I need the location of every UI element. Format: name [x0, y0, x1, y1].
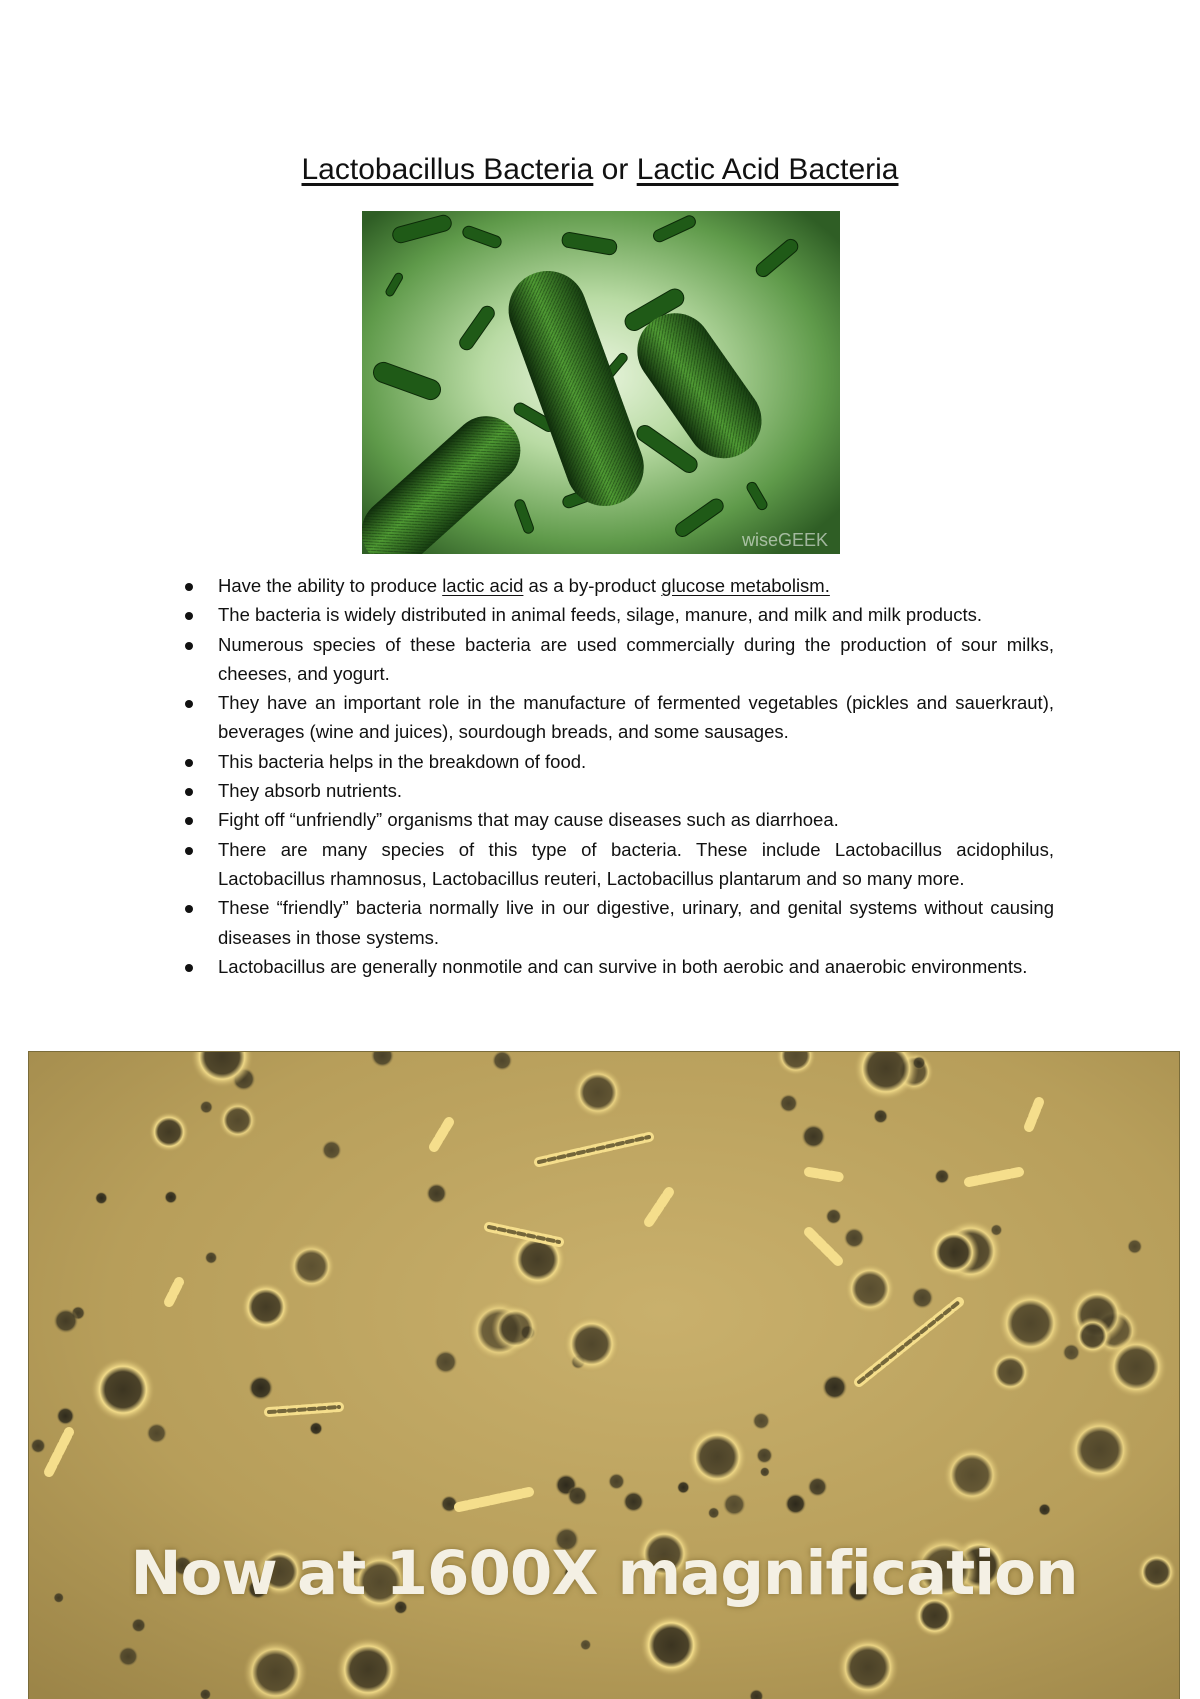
- bullet-icon: [185, 700, 193, 708]
- title-connector: or: [593, 153, 637, 186]
- title-part-2: Lactic Acid Bacteria: [636, 153, 899, 186]
- bullet-icon: [185, 905, 193, 913]
- bullet-text: Lactobacillus are generally nonmotile and can survive in both aerobic and anaerobic environments.: [218, 955, 1028, 977]
- list-item: [178, 688, 1054, 747]
- bullet-text-pre: Have the ability to produce: [218, 575, 443, 596]
- bullet-list: [178, 571, 1054, 981]
- list-item: [178, 835, 1054, 894]
- watermark-text: wiseGEEK: [742, 530, 829, 550]
- bullet-icon: [185, 583, 193, 591]
- bullet-text: Fight off “unfriendly” organisms that may cause diseases such as diarrhoea.: [218, 809, 839, 831]
- list-item: [178, 952, 1054, 981]
- bullet-text: This bacteria helps in the breakdown of food.: [218, 750, 587, 772]
- bullet-icon: [185, 964, 193, 972]
- list-item: [178, 630, 1054, 689]
- magnification-caption: Now at 1600X magnification: [130, 1538, 1078, 1609]
- bullet-text: They have an important role in the manufacture of fermented vegetables (pickles and sauerkraut), beverages (wine and juices), sourdough breads, and some sausages.: [218, 692, 1054, 743]
- bullet-text-mid: as a by-product: [523, 575, 662, 596]
- underlined-term: lactic acid: [442, 575, 524, 596]
- bullet-icon: [185, 817, 193, 825]
- bullet-icon: [185, 642, 193, 650]
- microscope-image: [28, 1051, 1180, 1699]
- bacteria-illustration-image: [362, 211, 840, 554]
- list-item: [178, 893, 1054, 952]
- list-item: [178, 747, 1054, 776]
- list-item: [178, 776, 1054, 805]
- bullet-text: Numerous species of these bacteria are used commercially during the production of sour milks, cheeses, and yogurt.: [218, 633, 1054, 684]
- underlined-term: glucose metabolism.: [661, 575, 830, 596]
- title-part-1: Lactobacillus Bacteria: [301, 153, 594, 186]
- bullet-icon: [185, 759, 193, 767]
- list-item: [178, 600, 1054, 629]
- page-title: [0, 150, 1200, 190]
- bullet-text: The bacteria is widely distributed in animal feeds, silage, manure, and milk and milk products.: [218, 604, 983, 626]
- list-item: [178, 571, 1054, 600]
- bullet-text: These “friendly” bacteria normally live in our digestive, urinary, and genital systems without causing diseases in those systems.: [218, 897, 1054, 948]
- bullet-text: There are many species of this type of bacteria. These include Lactobacillus acidophilus, Lactobacillus rhamnosus, Lactobacillus reuteri, Lactobacillus plantarum and so many more.: [218, 838, 1054, 889]
- bullet-icon: [185, 847, 193, 855]
- list-item: [178, 805, 1054, 834]
- bullet-icon: [185, 788, 193, 796]
- bullet-icon: [185, 612, 193, 620]
- bullet-text: They absorb nutrients.: [218, 780, 403, 802]
